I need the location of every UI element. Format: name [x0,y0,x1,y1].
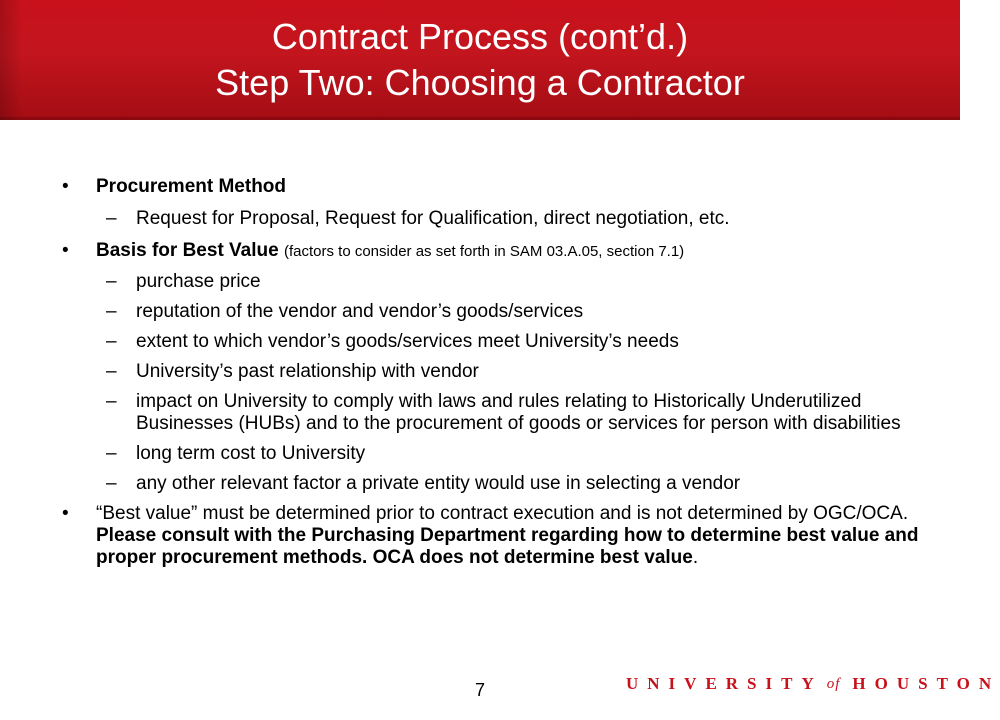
bullet-procurement-method [62,176,922,198]
sub-item [62,301,922,323]
sub-item-text: University’s past relationship with vendor [136,361,479,382]
bullet-end: . [692,547,699,568]
logo-of: of [826,675,841,692]
slide-body [62,176,922,569]
sub-dash: – [106,271,117,292]
logo-houston: HOUSTON [852,674,1000,693]
sub-dash: – [106,361,117,382]
sub-item-text: any other relevant factor a private entity would use in selecting a vendor [136,473,741,494]
sub-dash: – [106,391,117,412]
sub-dash: – [106,473,117,494]
title-banner [0,0,960,120]
sub-item-text: impact on University to comply with laws and rules relating to Historically Underutilized Businesses (HUBs) and to the procurement of goods or services for person with disabilities [136,391,901,434]
sub-item [62,391,922,435]
page-number: 7 [474,680,485,700]
bullet-best-value [62,240,922,263]
title-line-2: Step Two: Choosing a Contractor [215,62,745,103]
sub-item [62,443,922,465]
bullet-label: Basis for Best Value [96,240,279,261]
sub-dash: – [106,443,117,464]
bullet-dot: • [62,240,69,261]
bullet-text: “Best value” must be determined prior to contract execution and is not determined by OGC/OCA. [96,503,909,524]
sub-item-text: purchase price [136,271,261,292]
sub-item-text: reputation of the vendor and vendor’s goods/services [136,301,584,322]
sub-item [62,473,922,495]
sub-item-text: extent to which vendor’s goods/services meet University’s needs [136,331,679,352]
logo-university: UNIVERSITY [626,674,823,693]
bullet-dot: • [62,503,69,524]
sub-dash: – [106,301,117,322]
university-logo [626,673,1000,695]
sub-dash: – [106,331,117,352]
sub-dash: – [106,208,117,229]
bullet-best-value-note [62,503,922,569]
sub-item-text: long term cost to University [136,443,366,464]
bullet-note: (factors to consider as set forth in SAM 03.A.05, section 7.1) [283,243,685,260]
sub-item-text: Request for Proposal, Request for Qualification, direct negotiation, etc. [136,208,730,229]
sub-item [62,331,922,353]
bullet-bold-text: Please consult with the Purchasing Department regarding how to determine best value and proper procurement methods. OCA does not determine best value [96,525,919,568]
title-line-1: Contract Process (cont’d.) [271,16,689,57]
sub-item [62,271,922,293]
slide-title [0,14,960,106]
sub-item [62,361,922,383]
sub-item [62,208,922,230]
bullet-dot: • [62,176,69,197]
bullet-label: Procurement Method [96,176,287,197]
